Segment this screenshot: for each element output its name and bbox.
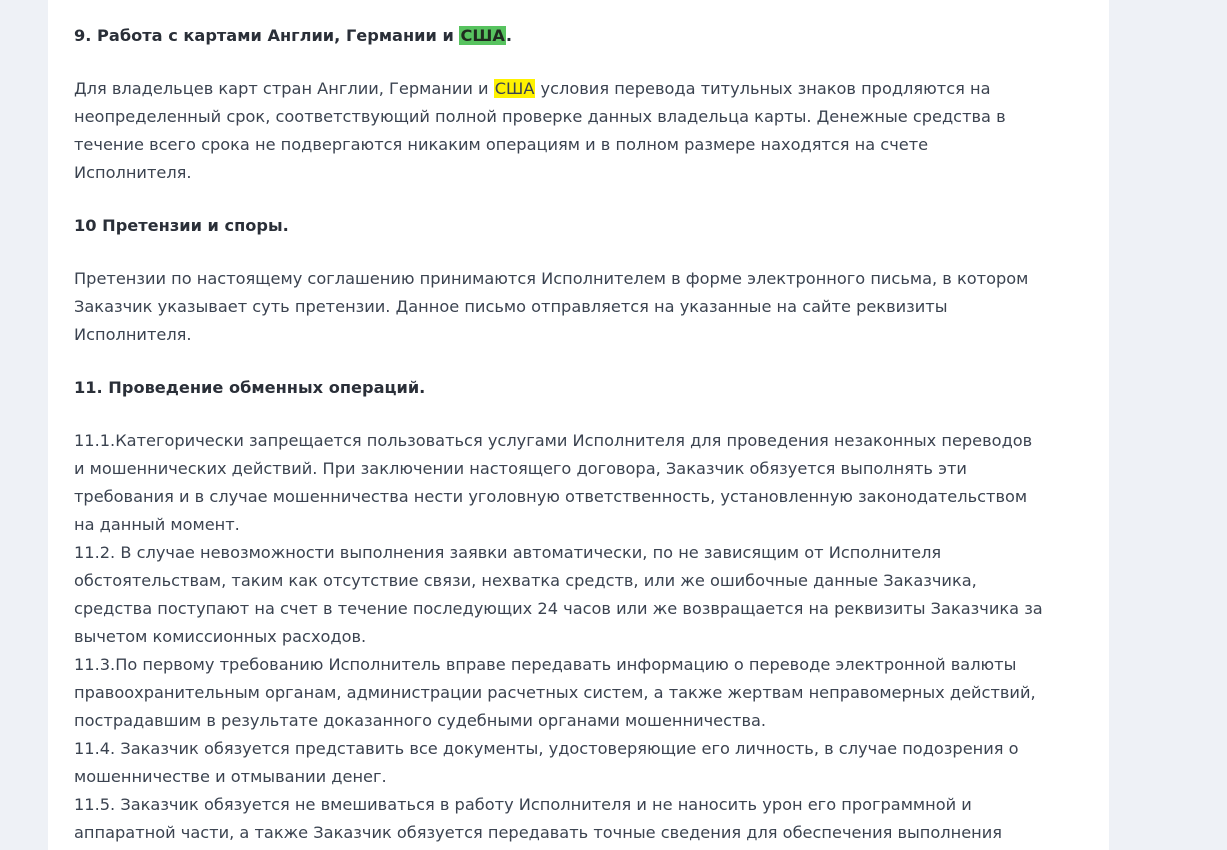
paragraph-line: 11.2. В случае невозможности выполнения заявки автоматически, по не зависящим от Исполнителя bbox=[74, 543, 942, 562]
paragraph-line: правоохранительным органам, администрации расчетных систем, а также жертвам неправомерных действий, bbox=[74, 683, 1036, 702]
paragraph-line: 11.1.Категорически запрещается пользоваться услугами Исполнителя для проведения незаконных переводов bbox=[74, 431, 1033, 450]
section-10-paragraph bbox=[74, 265, 1086, 349]
paragraph-line: и мошеннических действий. При заключении настоящего договора, Заказчик обязуется выполнять эти bbox=[74, 459, 967, 478]
paragraph-line: обстоятельствам, таким как отсутствие связи, нехватка средств, или же ошибочные данные Заказчика, bbox=[74, 571, 977, 590]
paragraph-line: вычетом комиссионных расходов. bbox=[74, 627, 367, 646]
paragraph-line: пострадавшим в результате доказанного судебными органами мошенничества. bbox=[74, 711, 767, 730]
section-9-heading bbox=[74, 22, 1086, 50]
section-9-paragraph bbox=[74, 75, 1086, 187]
paragraph-line: течение всего срока не подвергаются никаким операциям и в полном размере находятся на счете bbox=[74, 135, 929, 154]
paragraph-line: средства поступают на счет в течение последующих 24 часов или же возвращается на реквизиты Заказчика за bbox=[74, 599, 1043, 618]
search-highlight-current: США bbox=[460, 26, 505, 45]
paragraph-line: 11.4. Заказчик обязуется представить все документы, удостоверяющие его личность, в случае подозрения о bbox=[74, 739, 1019, 758]
paragraph-line: Претензии по настоящему соглашению принимаются Исполнителем в форме электронного письма, в котором bbox=[74, 269, 1029, 288]
paragraph-line: мошенничестве и отмывании денег. bbox=[74, 767, 387, 786]
paragraph-line: Исполнителя. bbox=[74, 325, 192, 344]
paragraph-line: на данный момент. bbox=[74, 515, 240, 534]
paragraph-line: аппаратной части, а также Заказчик обязуется передавать точные сведения для обеспечения выполнения bbox=[74, 823, 1003, 842]
paragraph-line: требования и в случае мошенничества нести уголовную ответственность, установленную законодательством bbox=[74, 487, 1028, 506]
paragraph-line: Заказчик указывает суть претензии. Данное письмо отправляется на указанные на сайте реквизиты bbox=[74, 297, 948, 316]
paragraph-line: неопределенный срок, соответствующий полной проверке данных владельца карты. Денежные средства в bbox=[74, 107, 1006, 126]
paragraph-line: Для владельцев карт стран Англии, Германии и США условия перевода титульных знаков продляются на bbox=[74, 79, 991, 98]
paragraph-line: 11.5. Заказчик обязуется не вмешиваться в работу Исполнителя и не наносить урон его программной и bbox=[74, 795, 972, 814]
section-9-heading-text: 9. Работа с картами Англии, Германии и bbox=[74, 26, 460, 45]
paragraph-line: Исполнителя. bbox=[74, 163, 192, 182]
document-content bbox=[74, 22, 1086, 847]
section-11-paragraph bbox=[74, 427, 1086, 847]
section-11-heading: 11. Проведение обменных операций. bbox=[74, 378, 426, 397]
section-10-heading: 10 Претензии и споры. bbox=[74, 216, 289, 235]
search-highlight: США bbox=[494, 79, 535, 98]
section-9-heading-suffix: . bbox=[505, 26, 513, 45]
document-page bbox=[48, 0, 1109, 850]
paragraph-line: 11.3.По первому требованию Исполнитель вправе передавать информацию о переводе электронной валюты bbox=[74, 655, 1017, 674]
